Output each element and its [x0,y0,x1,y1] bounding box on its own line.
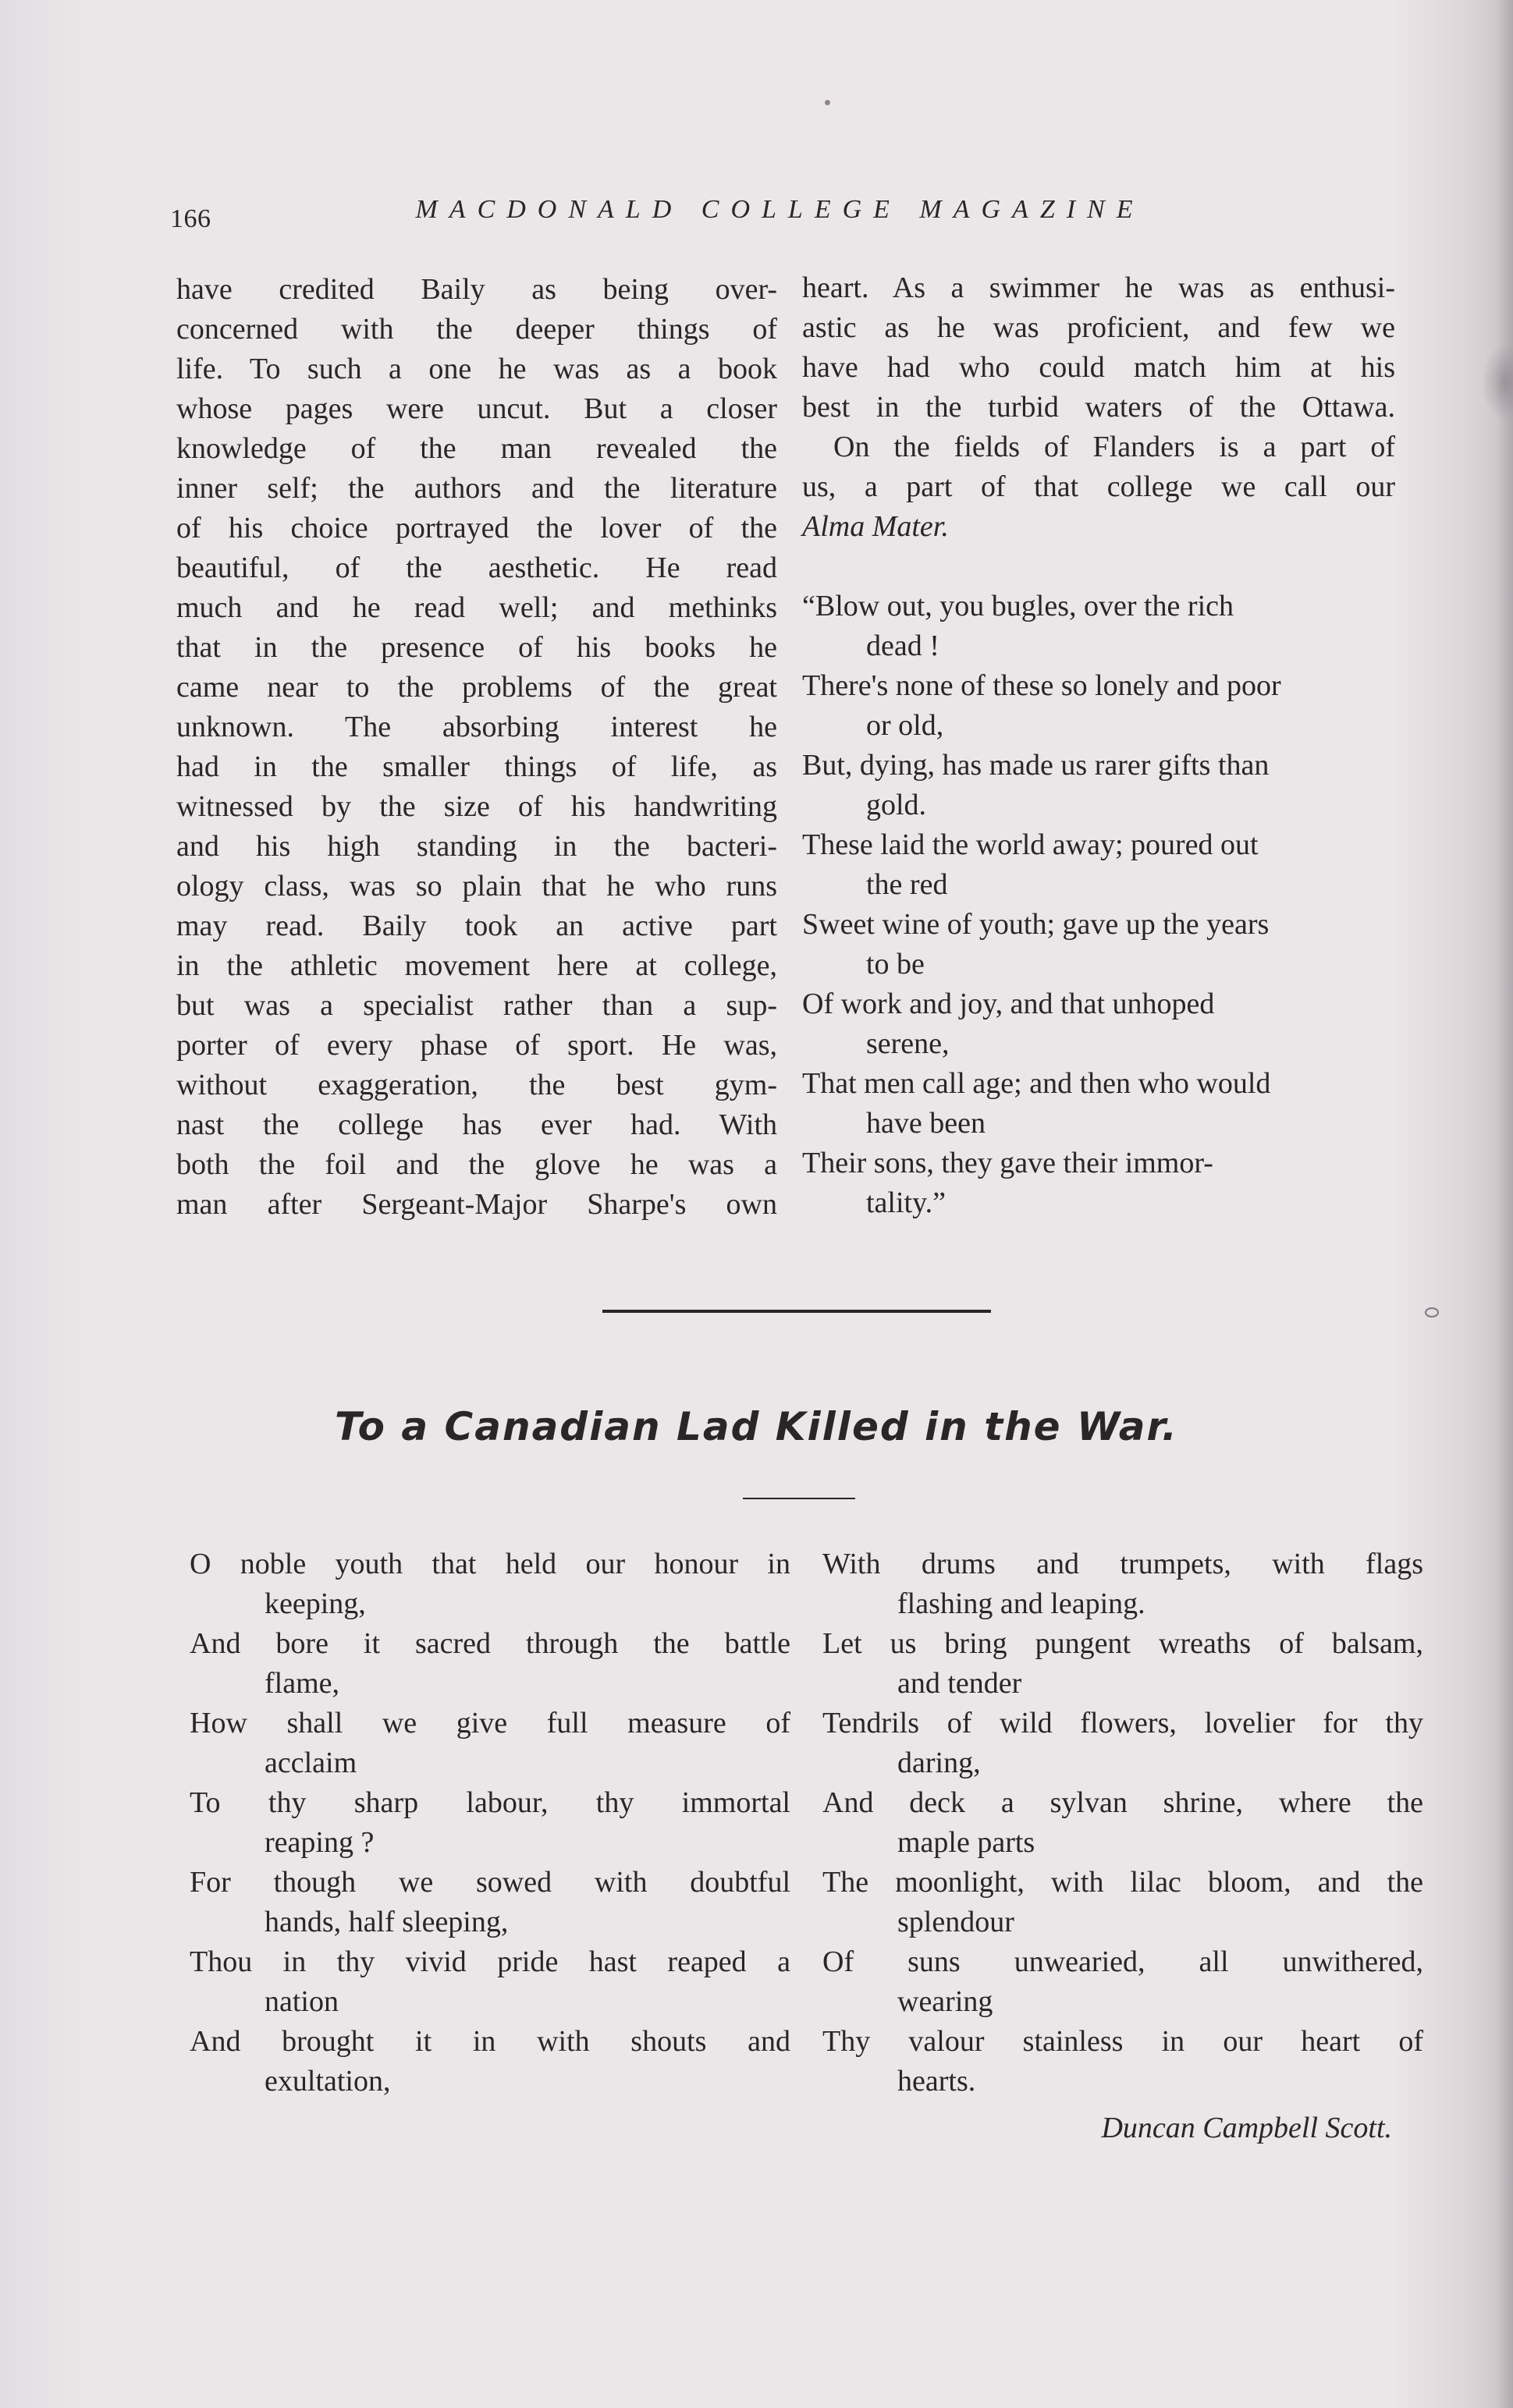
verse-line [802,825,1395,905]
text-line: unknown. The absorbing interest he [176,711,777,743]
poem-line: Of suns unwearied, all unwithered, [822,1945,1423,1978]
verse-line [802,1144,1395,1223]
text-line: astic as he was proficient, and few we [802,311,1395,344]
poem-line: O noble youth that held our honour in [190,1548,790,1580]
text-line: came near to the problems of the great [176,671,777,704]
text-line: heart. As a swimmer he was as enthusi- [802,271,1395,304]
poem-line-continuation: splendour [897,1906,1014,1938]
text-line: porter of every phase of sport. He was, [176,1029,777,1062]
verse-text: Their sons, they gave their immor- [802,1147,1213,1179]
text-line: have credited Baily as being over- [176,273,777,306]
running-head: MACDONALD COLLEGE MAGAZINE [415,195,1145,224]
verse-text: serene, [866,1027,950,1060]
verse-line [802,984,1395,1064]
poem-line: With drums and trumpets, with flags [822,1548,1423,1580]
text-line: ology class, was so plain that he who runs [176,870,777,903]
verse-text: gold. [866,789,927,821]
poem-line-continuation: flame, [265,1667,340,1700]
text-line: nast the college has ever had. With [176,1108,777,1141]
text-line: both the foil and the glove he was a [176,1148,777,1181]
poem-line: For though we sowed with doubtful [190,1866,790,1899]
text-line: may read. Baily took an active part [176,910,777,942]
verse-text: These laid the world away; poured out [802,828,1259,861]
text-line: had in the smaller things of life, as [176,750,777,783]
verse-text: That men call age; and then who would [802,1067,1271,1100]
article-right-column [802,268,1395,1223]
article-prose [802,268,1395,547]
poem-line: Thy valour stainless in our heart of [822,2025,1423,2058]
paper-speck [1425,1307,1439,1317]
poem-line: And brought it in with shouts and [190,2025,790,2058]
page-tear-mark [1482,343,1513,421]
page-number: 166 [170,204,211,233]
verse-text: the red [866,868,948,901]
poem-line-continuation: keeping, [265,1587,366,1620]
verse-text: dead ! [866,629,939,662]
poem-line-continuation: nation [265,1985,339,2018]
poem-line-continuation: hearts. [897,2065,976,2098]
spacer [802,547,1395,587]
text-line: On the fields of Flanders is a part of [833,431,1395,463]
text-line: without exaggeration, the best gym- [176,1069,777,1101]
poem-line: Thou in thy vivid pride hast reaped a [190,1945,790,1978]
poem-line-continuation: hands, half sleeping, [265,1906,509,1938]
text-line: man after Sergeant-Major Sharpe's own [176,1188,777,1221]
text-line: have had who could match him at his [802,351,1395,384]
poem-line-continuation: maple parts [897,1826,1035,1859]
alma-mater-italic: Alma Mater. [802,510,949,543]
verse-text: have been [866,1107,986,1140]
text-line: that in the presence of his books he [176,631,777,664]
text-line: in the athletic movement here at college, [176,949,777,982]
text-line: inner self; the authors and the literature [176,472,777,505]
text-line: life. To such a one he was as a book [176,353,777,385]
poem-line: To thy sharp labour, thy immortal [190,1786,790,1819]
text-line [802,507,1395,547]
poem-right-column [822,1544,1423,2101]
verse-line [802,905,1395,984]
text-line: us, a part of that college we call our [802,470,1395,503]
verse-text: tality.” [866,1186,946,1219]
verse-text: to be [866,948,925,981]
verse-text: But, dying, has made us rarer gifts than [802,749,1270,782]
poem-line-continuation: acclaim [265,1747,357,1779]
text-line: of his choice portrayed the lover of the [176,512,777,544]
text-line: concerned with the deeper things of [176,313,777,346]
text-line: beautiful, of the aesthetic. He read [176,551,777,584]
text-line: witnessed by the size of his handwriting [176,790,777,823]
poem-line-continuation: daring, [897,1747,981,1779]
text-line: but was a specialist rather than a sup- [176,989,777,1022]
quoted-verse [802,587,1395,1223]
poem-line-continuation: and tender [897,1667,1022,1700]
text-line: knowledge of the man revealed the [176,432,777,465]
verse-line [802,746,1395,825]
poem-author: Duncan Campbell Scott. [1101,2112,1392,2144]
poem-title: To a Canadian Lad Killed in the War. [334,1404,1179,1449]
verse-line [802,666,1395,746]
paper-speck [825,100,830,105]
text-line: best in the turbid waters of the Ottawa. [802,391,1395,424]
poem-line: Tendrils of wild flowers, lovelier for thy [822,1707,1423,1740]
poem-line-continuation: flashing and leaping. [897,1587,1145,1620]
text-line: and his high standing in the bacteri- [176,830,777,863]
article-left-column [176,270,777,1225]
verse-text: “Blow out, you bugles, over the rich [802,590,1234,622]
text-line: whose pages were uncut. But a closer [176,392,777,425]
verse-line [802,587,1395,666]
title-underline-rule [743,1498,855,1499]
text-line: much and he read well; and methinks [176,591,777,624]
section-divider-rule [602,1310,991,1313]
verse-line [802,1064,1395,1144]
poem-line-continuation: wearing [897,1985,993,2018]
verse-text: There's none of these so lonely and poor [802,669,1281,702]
poem-line: How shall we give full measure of [190,1707,790,1740]
poem-line: Let us bring pungent wreaths of balsam, [822,1627,1423,1660]
poem-line: The moonlight, with lilac bloom, and the [822,1866,1423,1899]
poem-line-continuation: reaping ? [265,1826,375,1859]
poem-line: And bore it sacred through the battle [190,1627,790,1660]
poem-left-column [190,1544,790,2101]
poem-line: And deck a sylvan shrine, where the [822,1786,1423,1819]
poem-line-continuation: exultation, [265,2065,391,2098]
verse-text: Sweet wine of youth; gave up the years [802,908,1270,941]
verse-text: Of work and joy, and that unhoped [802,988,1215,1020]
verse-text: or old, [866,709,944,742]
